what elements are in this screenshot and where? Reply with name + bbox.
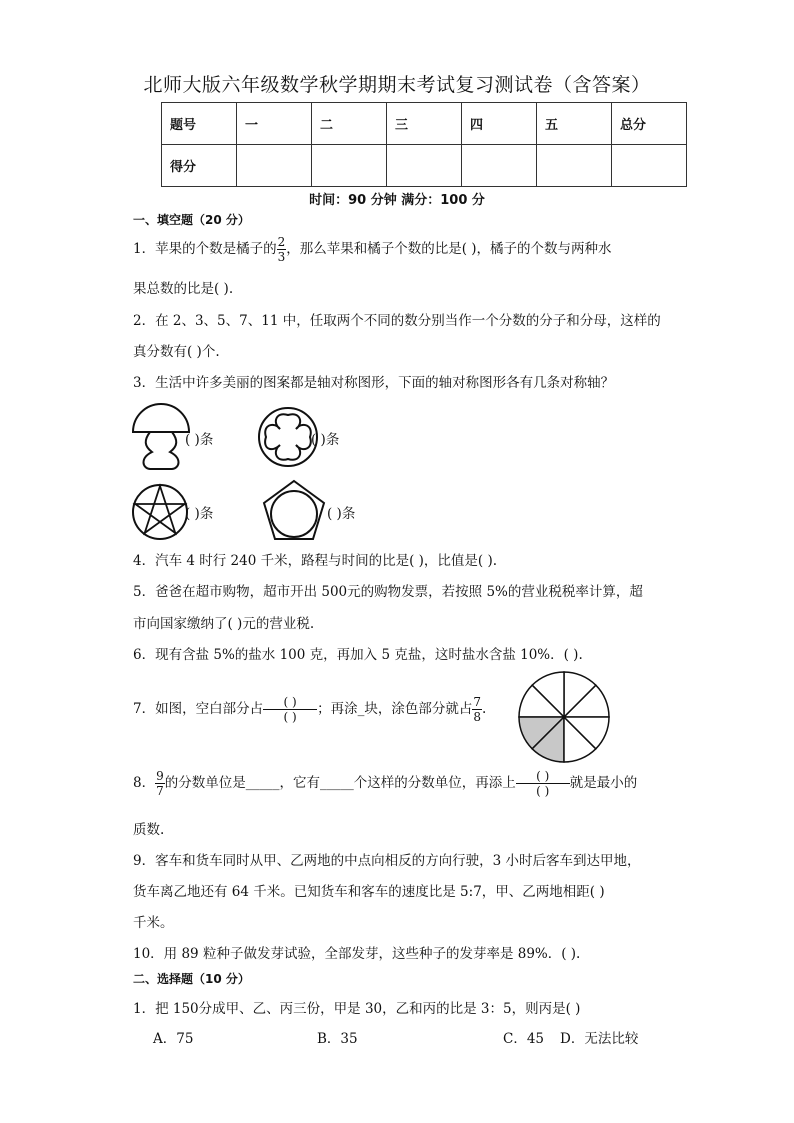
question-2-line1: 2．在 2、3、5、7、11 中，任取两个不同的数分别当作一个分数的分子和分母，这样的 xyxy=(133,313,661,329)
q8-blank-fraction[interactable]: $\frac{( )}{( )}$ xyxy=(516,770,570,797)
q8-text-c: 就是最小的 xyxy=(569,775,638,791)
question-9-line1: 9．客车和货车同时从甲、乙两地的中点向相反的方向行驶，3 小时后客车到达甲地， xyxy=(133,853,641,869)
q8-fraction: $\frac{9}{7}$ xyxy=(156,769,164,798)
q8-text-a: 8． xyxy=(133,775,156,791)
option-c[interactable]: C．45 xyxy=(503,1031,545,1047)
exam-info: 时间：90 分钟 满分：100 分 xyxy=(309,193,485,208)
q7-text-b: ；再涂_块，涂色部分就占 xyxy=(317,701,473,717)
score-cell: 总分 xyxy=(612,103,687,145)
question-4: 4．汽车 4 时行 240 千米，路程与时间的比是( )，比值是( ). xyxy=(133,553,498,569)
score-cell: 得分 xyxy=(162,145,237,187)
question-10: 10．用 89 粒种子做发芽试验，全部发芽，这些种子的发芽率是 89%．( ). xyxy=(133,946,581,962)
score-table-score-row xyxy=(162,145,687,187)
question-8-line2: 质数. xyxy=(133,822,165,838)
section1-heading: 一、填空题（20 分） xyxy=(133,213,250,227)
score-input-cell[interactable] xyxy=(462,145,537,187)
score-table-header-row xyxy=(162,103,687,145)
question-8-line1 xyxy=(133,770,637,797)
score-cell: 四 xyxy=(462,103,537,145)
star-in-circle-icon xyxy=(131,483,189,541)
question-9-line3: 千米。 xyxy=(133,915,174,931)
mushroom-shape-icon xyxy=(130,400,192,472)
q3-blank-2[interactable]: ( )条 xyxy=(311,432,340,448)
score-input-cell[interactable] xyxy=(387,145,462,187)
question-3: 3．生活中许多美丽的图案都是轴对称图形，下面的轴对称图形各有几条对称轴？ xyxy=(133,375,615,391)
option-d[interactable]: D．无法比较 xyxy=(560,1031,639,1047)
q3-blank-3[interactable]: ( )条 xyxy=(185,506,214,522)
section2-heading: 二、选择题（10 分） xyxy=(133,972,250,986)
page-title: 北师大版六年级数学秋学期期末考试复习测试卷（含答案） xyxy=(143,74,651,96)
question-2-line2: 真分数有( )个. xyxy=(133,344,220,360)
score-input-cell[interactable] xyxy=(612,145,687,187)
question-6: 6．现有含盐 5%的盐水 100 克，再加入 5 克盐，这时盐水含盐 10%．( ). xyxy=(133,647,583,663)
question-5-line1: 5．爸爸在超市购物，超市开出 500元的购物发票，若按照 5%的营业税税率计算，超 xyxy=(133,584,643,600)
option-a[interactable]: A．75 xyxy=(153,1031,194,1047)
score-cell: 二 xyxy=(312,103,387,145)
score-input-cell[interactable] xyxy=(537,145,612,187)
score-cell: 五 xyxy=(537,103,612,145)
question-1-line1 xyxy=(133,236,612,263)
question-1-line2: 果总数的比是( ). xyxy=(133,281,234,297)
q7-fraction: $\frac{7}{8}$ xyxy=(473,695,481,724)
q1-text-a: 1．苹果的个数是橘子的 xyxy=(133,241,277,257)
q3-blank-4[interactable]: ( )条 xyxy=(327,506,356,522)
score-cell: 一 xyxy=(237,103,312,145)
q1-fraction: $\frac{2}{3}$ xyxy=(277,235,286,264)
q3-blank-1[interactable]: ( )条 xyxy=(185,432,214,448)
mc-question-1: 1．把 150分成甲、乙、丙三份，甲是 30，乙和丙的比是 3：5，则丙是( ) xyxy=(133,1001,581,1017)
pie-diagram xyxy=(517,670,611,764)
question-5-line2: 市向国家缴纳了( )元的营业税. xyxy=(133,616,315,632)
question-7: 7．如图，空白部分占 $\frac{( )}{( )}$ ；再涂_块，涂色部分就占 $\frac{7}{8}$ . xyxy=(133,695,487,724)
option-b[interactable]: B．35 xyxy=(317,1031,358,1047)
q7-text-a: 7．如图，空白部分占 xyxy=(133,701,264,717)
score-input-cell[interactable] xyxy=(312,145,387,187)
score-input-cell[interactable] xyxy=(237,145,312,187)
score-cell: 题号 xyxy=(162,103,237,145)
q8-text-b: 的分数单位是_____，它有_____个这样的分数单位，再添上 xyxy=(164,775,516,791)
q7-blank-fraction[interactable]: $\frac{( )}{( )}$ xyxy=(263,696,317,723)
score-cell: 三 xyxy=(387,103,462,145)
q1-text-b: ，那么苹果和橘子个数的比是( )，橘子的个数与两种水 xyxy=(286,241,612,257)
score-table xyxy=(161,102,687,187)
circle-in-pentagon-icon xyxy=(261,479,327,543)
question-9-line2: 货车离乙地还有 64 千米。已知货车和客车的速度比是 5:7，甲、乙两地相距( ) xyxy=(133,884,605,900)
